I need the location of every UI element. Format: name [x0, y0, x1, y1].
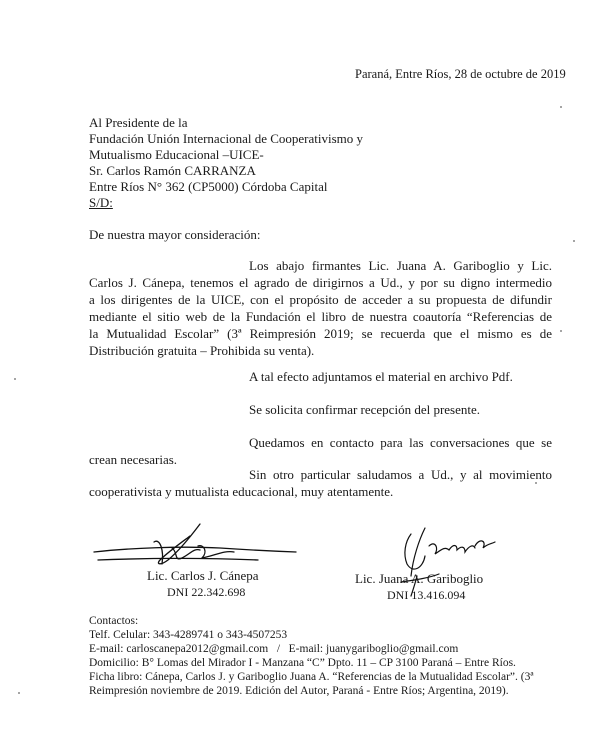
scan-speck [560, 106, 562, 108]
scan-speck [535, 482, 537, 484]
body-p1-line-4: mediante el sitio web de la Fundación el libro de nuestra coautoría “Referencias de [89, 309, 552, 324]
signer-right-dni: DNI 13.416.094 [387, 588, 466, 602]
addressee-line-3: Mutualismo Educacional –UICE- [89, 147, 264, 162]
contacts-address: Domicilio: B° Lomas del Mirador I - Manzana “C” Dpto. 11 – CP 3100 Paraná – Entre Ríos. [89, 657, 516, 669]
scan-speck [18, 692, 20, 694]
body-p1-line-1: Los abajo firmantes Lic. Juana A. Gariboglio y Lic. [249, 258, 552, 273]
signer-left-dni: DNI 22.342.698 [167, 585, 246, 599]
scan-speck [14, 378, 16, 380]
addressee-line-1: Al Presidente de la [89, 115, 188, 130]
body-paragraph-4 [89, 434, 552, 468]
signer-left-name: Lic. Carlos J. Cánepa [147, 568, 259, 583]
book-reference-line-1: Ficha libro: Cánepa, Carlos J. y Gariboglio Juana A. “Referencias de la Mutualidad Escolar”. (3ª [89, 671, 534, 683]
body-p1-line-3: a los dirigentes de la UICE, con el propósito de acceder a su propuesta de difundir [89, 292, 552, 307]
place-date: Paraná, Entre Ríos, 28 de octubre de 2019 [355, 67, 566, 81]
addressee-line-2: Fundación Unión Internacional de Cooperativismo y [89, 131, 364, 146]
body-paragraph-3: Se solicita confirmar recepción del presente. [249, 402, 481, 417]
addressee-line-5: Entre Ríos N° 362 (CP5000) Córdoba Capital [89, 179, 328, 194]
scan-speck [560, 330, 562, 332]
body-paragraph-5 [89, 466, 552, 500]
signer-right-name: Lic. Juana A. Gariboglio [355, 571, 484, 586]
contacts-heading: Contactos: [89, 615, 139, 627]
sd-abbrev: S/D: [89, 195, 113, 210]
addressee-line-4: Sr. Carlos Ramón CARRANZA [89, 163, 256, 178]
body-p5-line-2: cooperativista y mutualista educacional, muy atentamente. [89, 484, 394, 499]
scan-speck [573, 240, 575, 242]
body-paragraph-2: A tal efecto adjuntamos el material en archivo Pdf. [249, 369, 513, 384]
body-p4-line-1: Quedamos en contacto para las conversaciones que se [249, 435, 552, 450]
contacts-phone: Telf. Celular: 343-4289741 o 343-4507253 [89, 629, 288, 641]
book-reference-line-2: Reimpresión noviembre de 2019. Edición del Autor, Paraná - Entre Ríos; Argentina, 2019). [89, 685, 509, 697]
body-p5-line-1: Sin otro particular saludamos a Ud., y al movimiento [249, 467, 552, 482]
body-p1-line-6: Distribución gratuita – Prohibida su venta). [89, 343, 315, 358]
body-paragraph-1 [89, 257, 552, 359]
body-p4-line-2: crean necesarias. [89, 452, 178, 467]
salutation: De nuestra mayor consideración: [89, 227, 261, 242]
body-p1-line-5: la Mutualidad Escolar” (3ª Reimpresión 2019; se recuerda que el mismo es de [89, 326, 552, 341]
body-p1-line-2: Carlos J. Cánepa, tenemos el agrado de dirigirnos a Ud., y por su digno intermedio [89, 275, 552, 290]
contacts-emails: E-mail: carloscanepa2012@gmail.com / E-mail: juanygariboglio@gmail.com [89, 643, 459, 655]
